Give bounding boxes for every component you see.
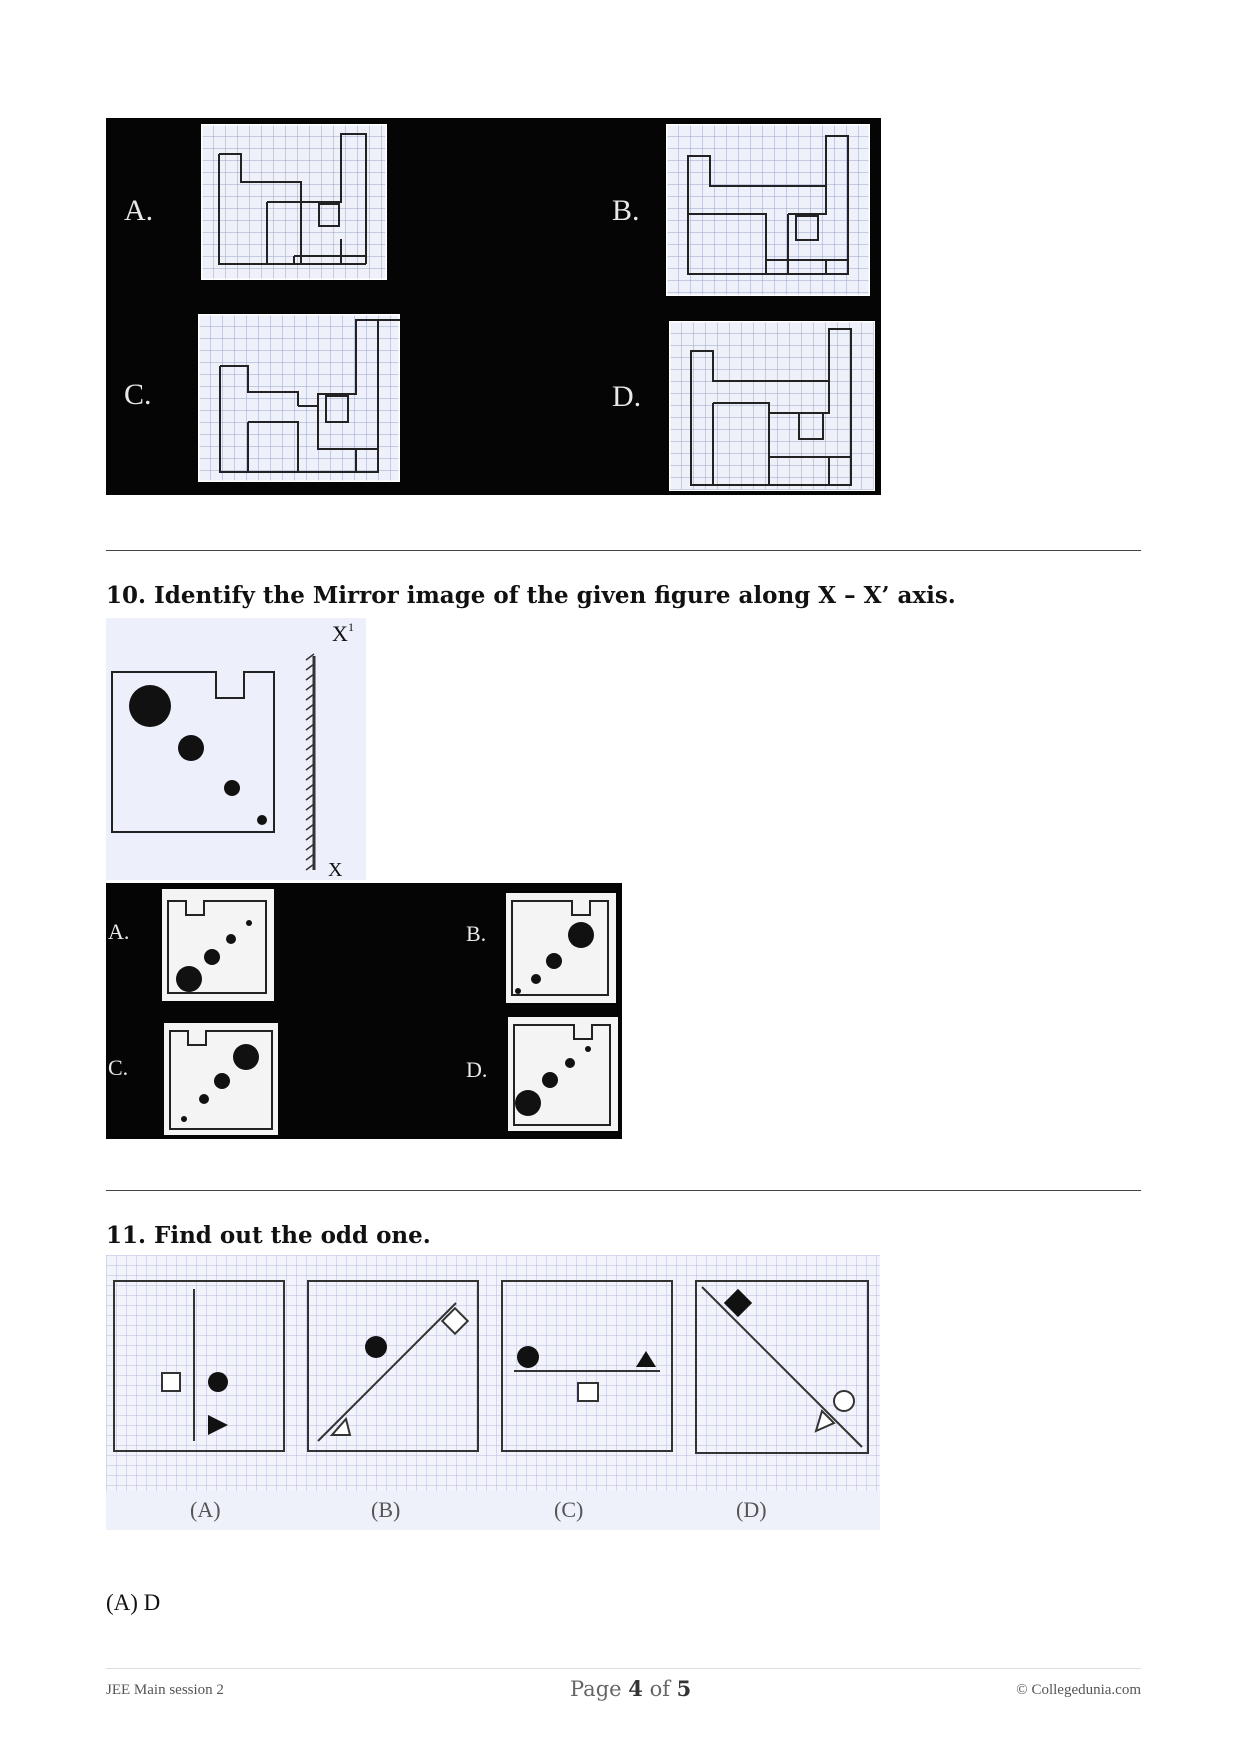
footer-copyright: © Collegedunia.com (1016, 1682, 1141, 1698)
q10-axis-top-sup: 1 (348, 620, 354, 634)
q10-option-d-label: D. (466, 1057, 488, 1082)
q9-option-b-label: B. (612, 194, 640, 227)
q10-axis-bottom-label: X (328, 859, 343, 880)
q11-answer: (A) D (106, 1590, 161, 1615)
q10-axis-top-label: X (332, 621, 348, 646)
divider-q10-q11 (106, 1190, 1141, 1191)
divider-q9-q10 (106, 550, 1141, 551)
q10-option-a-figure[interactable] (162, 889, 274, 1001)
q9-option-a-figure[interactable] (201, 124, 387, 280)
q10-option-c-label: C. (108, 1055, 129, 1080)
q10-options-panel (106, 883, 622, 1139)
footer-page-prefix: Page (570, 1677, 629, 1701)
q11-option-a-label: (A) (190, 1497, 221, 1522)
footer-page-of: of (642, 1677, 677, 1701)
q11-option-c-label: (C) (554, 1497, 584, 1522)
q9-option-c-label: C. (124, 378, 152, 411)
q10-option-d-figure[interactable] (508, 1017, 618, 1131)
q10-option-b-figure[interactable] (506, 893, 616, 1003)
q11-option-b-label: (B) (371, 1497, 401, 1522)
q9-option-b-figure[interactable] (666, 124, 870, 296)
q10-given-figure (106, 618, 366, 880)
q11-figure-strip (106, 1255, 880, 1530)
q10-option-a-label: A. (108, 919, 130, 944)
q11-option-d-label: (D) (736, 1497, 767, 1522)
q9-option-d-figure[interactable] (669, 321, 875, 491)
footer-divider (106, 1668, 1141, 1669)
footer-page-current: 4 (628, 1676, 643, 1701)
q11-title: 11. Find out the odd one. (106, 1222, 431, 1249)
q11-figures (106, 1255, 880, 1530)
q10-title: 10. Identify the Mirror image of the given figure along X – X’ axis. (106, 582, 956, 609)
q9-option-d-label: D. (612, 380, 642, 413)
q9-option-c-figure[interactable] (198, 314, 400, 482)
q10-option-b-label: B. (466, 921, 487, 946)
q9-options-panel (106, 118, 881, 495)
footer-page-total: 5 (676, 1676, 692, 1701)
q10-option-c-figure[interactable] (164, 1023, 278, 1135)
footer-exam-name: JEE Main session 2 (106, 1682, 224, 1698)
q9-option-a-label: A. (124, 194, 154, 227)
footer-page-number (570, 1676, 691, 1701)
